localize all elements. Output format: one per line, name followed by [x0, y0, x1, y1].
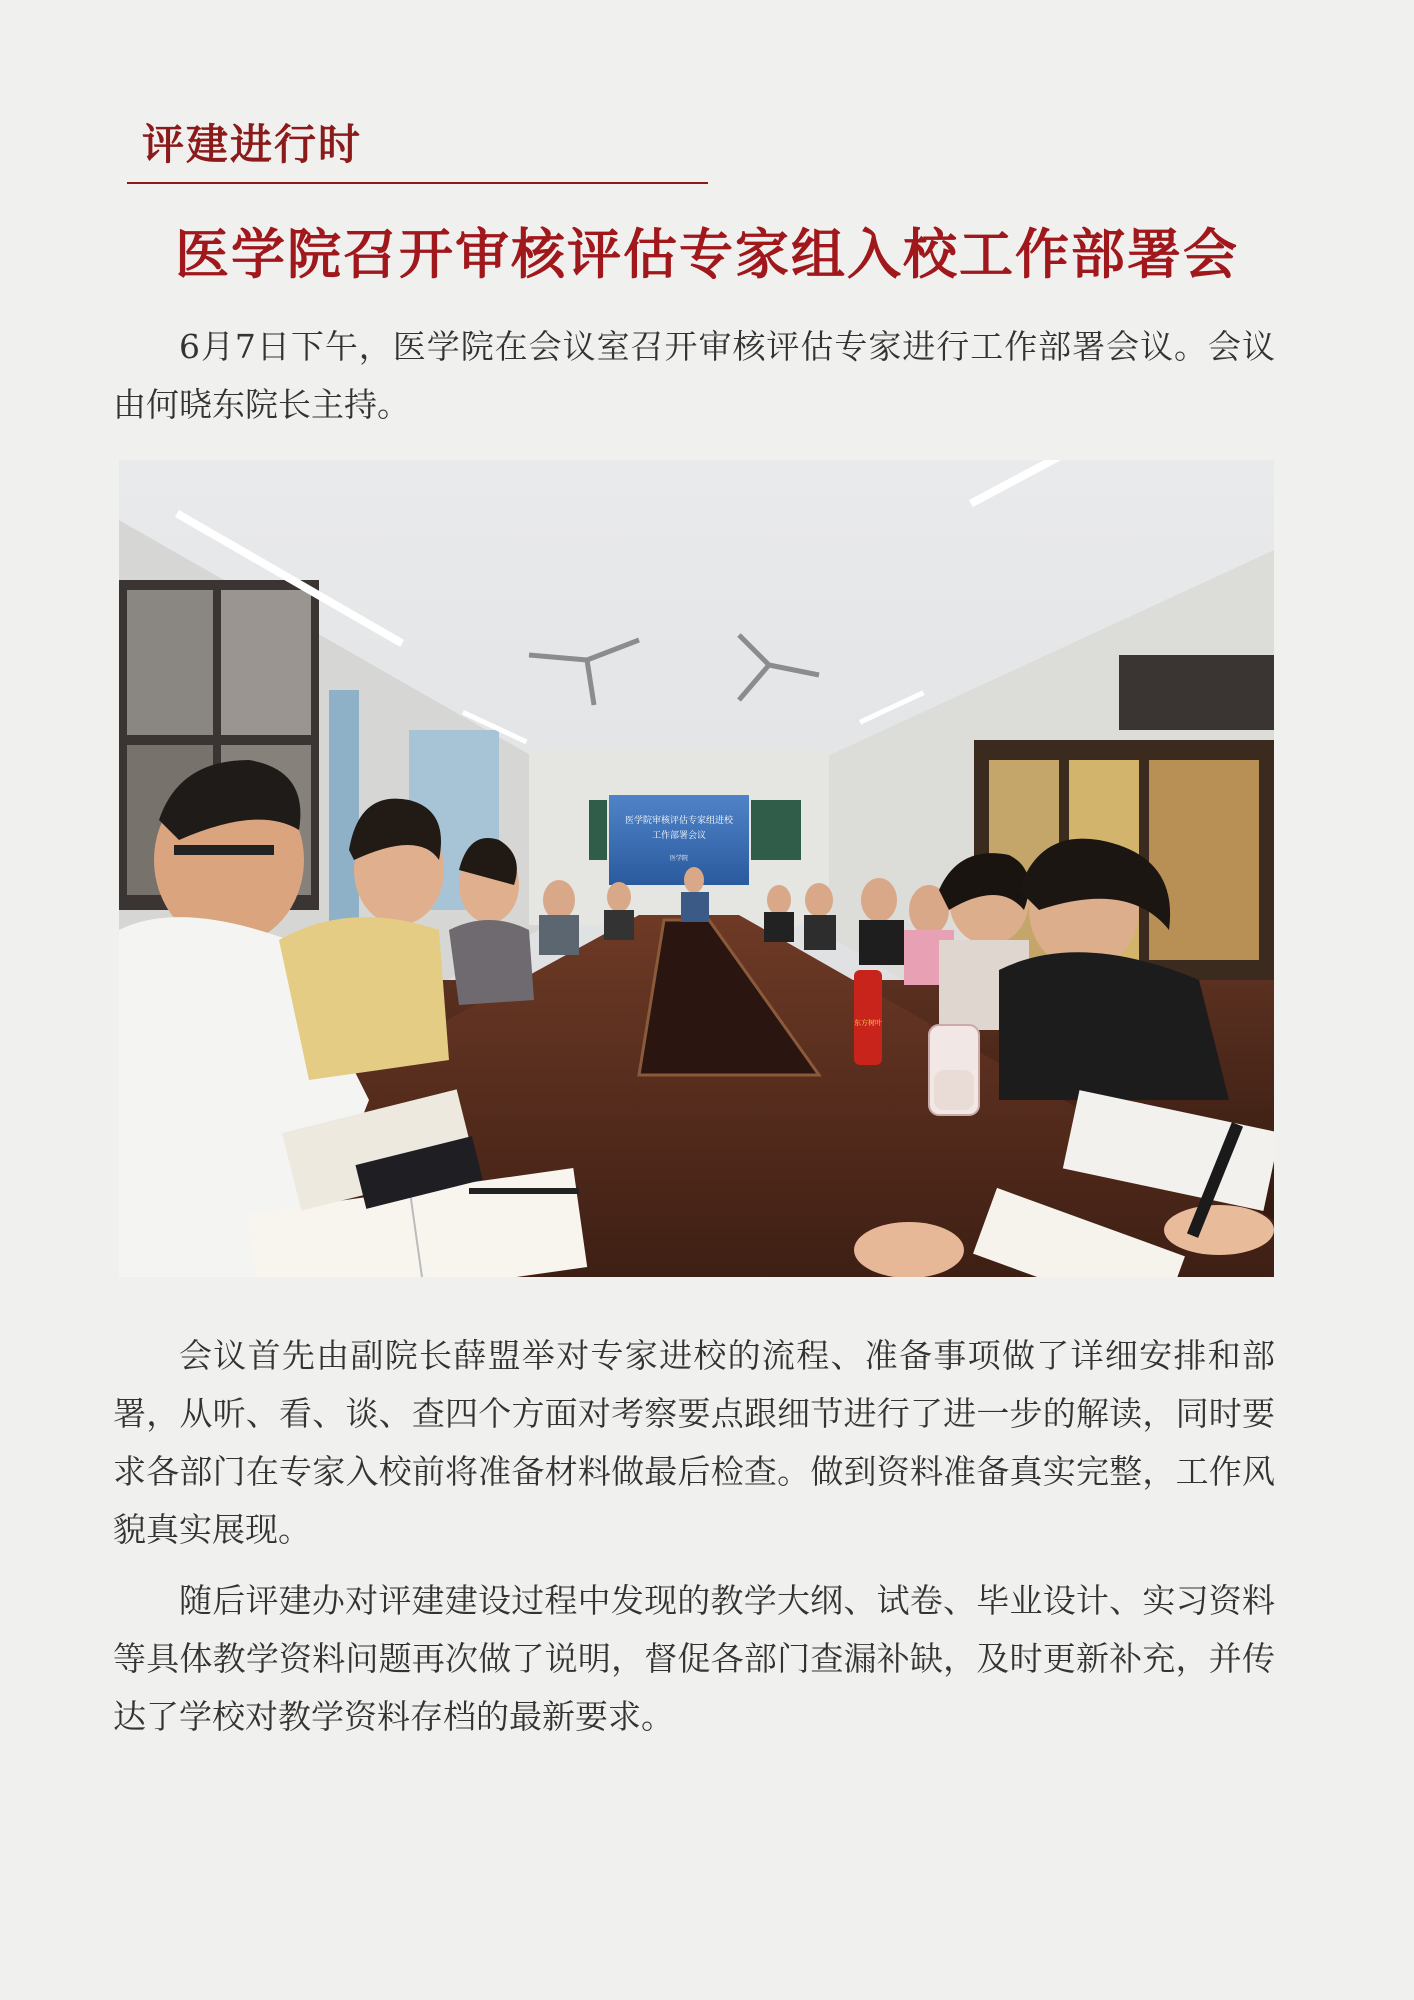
section-label: 评建进行时 — [142, 120, 363, 169]
paragraph-process: 会议首先由副院长薛盟举对专家进校的流程、准备事项做了详细安排和部署，从听、看、谈、查四个方面对考察要点跟细节进行了进一步的解读，同时要求各部门在专家入校前将准备材料做最后检查。做到资料准备真实完整，工作风貌真实展现。 — [113, 1336, 1275, 1549]
article-headline: 医学院召开审核评估专家组入校工作部署会 — [175, 222, 1239, 286]
hand-right — [1164, 1205, 1274, 1255]
bottle-label: 东方树叶 — [854, 1019, 882, 1027]
meeting-photo — [119, 460, 1274, 1277]
screen-text-3: 医学院 — [669, 855, 689, 862]
curtain — [329, 690, 359, 930]
paragraph-intro: 6月7日下午，医学院在会议室召开审核评估专家进行工作部署会议。会议由何晓东院长主持。 — [113, 327, 1275, 424]
screen-text-2: 工作部署会议 — [651, 831, 707, 841]
screen-text-1: 医学院审核评估专家组进校 — [624, 816, 734, 826]
drink-bottle — [854, 970, 882, 1065]
paragraph-followup: 随后评建办对评建建设过程中发现的教学大纲、试卷、毕业设计、实习资料等具体教学资料问题再次做了说明，督促各部门查漏补缺，及时更新补充，并传达了学校对教学资料存档的最新要求。 — [113, 1581, 1275, 1736]
section-divider — [127, 182, 708, 184]
